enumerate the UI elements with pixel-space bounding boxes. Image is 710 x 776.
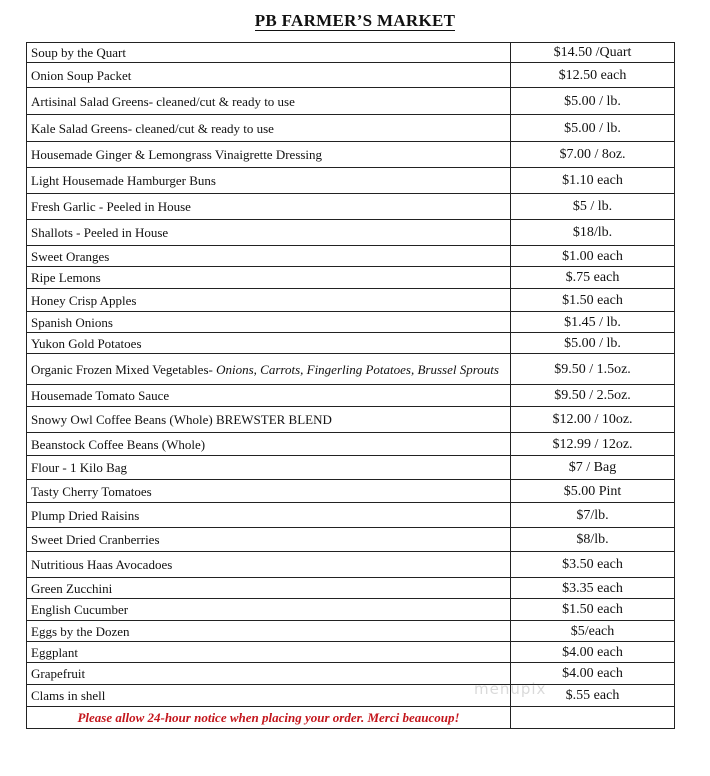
item-price: $1.10 each [511,168,675,194]
item-price: $5.00 / lb. [511,333,675,354]
item-name [27,63,511,88]
table-row [27,168,675,194]
item-price: $12.50 each [511,63,675,88]
table-row [27,333,675,354]
item-name [27,642,511,663]
item-name [27,194,511,220]
item-label: Shallots - Peeled in House [31,225,169,240]
item-price: $3.35 each [511,578,675,599]
table-row [27,63,675,88]
item-price: $14.50 /Quart [511,43,675,63]
item-price: $.75 each [511,267,675,289]
item-price: $7.00 / 8oz. [511,142,675,168]
table-row [27,354,675,385]
item-label: Fresh Garlic - Peeled in House [31,199,191,214]
item-label: Grapefruit [31,666,86,681]
item-label: Housemade Tomato Sauce [31,388,170,403]
item-label: Eggs by the Dozen [31,623,130,639]
item-price: $1.00 each [511,246,675,267]
item-label: Onion Soup Packet [31,67,132,83]
item-name [27,43,511,63]
item-name [27,220,511,246]
table-row [27,220,675,246]
item-label: Sweet Oranges [31,248,110,264]
item-label: English Cucumber [31,602,129,617]
item-name [27,333,511,354]
item-price: $1.45 / lb. [511,312,675,333]
table-row [27,456,675,480]
item-label: Nutritious Haas Avocadoes [31,557,173,572]
table-row [27,267,675,289]
table-row [27,503,675,528]
table-row [27,578,675,599]
item-price: $.55 each [511,685,675,707]
item-label: Kale Salad Greens- cleaned/cut & ready to use [31,120,274,136]
table-row [27,385,675,407]
item-label: Yukon Gold Potatoes [31,335,142,351]
item-price: $1.50 each [511,289,675,312]
footer-note: Please allow 24-hour notice when placing your order. Merci beaucoup! [27,707,511,729]
item-name [27,456,511,480]
item-price: $3.50 each [511,552,675,578]
item-name [27,578,511,599]
price-table-body [27,43,675,729]
item-name [27,552,511,578]
item-price: $5/each [511,621,675,642]
item-label: Organic Frozen Mixed Vegetables- [31,361,217,377]
table-row [27,685,675,707]
item-name [27,312,511,333]
table-row [27,43,675,63]
item-price: $8/lb. [511,528,675,552]
item-label: Honey Crisp Apples [31,292,137,308]
table-row [27,433,675,456]
table-row [27,289,675,312]
item-price: $7/lb. [511,503,675,528]
item-price: $5 / lb. [511,194,675,220]
item-name [27,115,511,142]
item-price: $1.50 each [511,599,675,621]
page-title [0,11,710,31]
item-label: Green Zucchini [31,580,113,596]
item-label: Eggplant [31,644,78,660]
item-note: Onions, Carrots, Fingerling Potatoes, Brussel Sprouts [216,361,499,377]
item-label: Clams in shell [31,688,106,703]
item-name [27,528,511,552]
item-name [27,289,511,312]
table-row [27,599,675,621]
table-row [27,115,675,142]
item-label: Snowy Owl Coffee Beans (Whole) BREWSTER BLEND [31,412,332,427]
item-label: Artisinal Salad Greens- cleaned/cut & ready to use [31,93,295,109]
footer-empty-cell [511,707,675,729]
item-price: $7 / Bag [511,456,675,480]
table-row [27,88,675,115]
item-price: $4.00 each [511,663,675,685]
table-row [27,552,675,578]
item-label: Tasty Cherry Tomatoes [31,483,152,499]
item-name [27,267,511,289]
item-name [27,599,511,621]
footer-row [27,707,675,729]
item-name [27,385,511,407]
item-price: $18/lb. [511,220,675,246]
item-name [27,621,511,642]
table-row [27,312,675,333]
item-label: Light Housemade Hamburger Buns [31,173,216,188]
price-table [26,42,675,729]
table-row [27,663,675,685]
watermark: menupix [474,680,547,698]
table-row [27,642,675,663]
item-price: $12.00 / 10oz. [511,407,675,433]
item-price: $4.00 each [511,642,675,663]
table-row [27,142,675,168]
item-label: Flour - 1 Kilo Bag [31,460,128,475]
item-name [27,433,511,456]
item-name [27,685,511,707]
item-label: Ripe Lemons [31,270,101,285]
item-name [27,354,511,385]
item-label: Soup by the Quart [31,45,126,60]
item-label: Spanish Onions [31,314,113,330]
item-label: Sweet Dried Cranberries [31,532,160,547]
table-row [27,194,675,220]
table-row [27,407,675,433]
item-name [27,246,511,267]
item-label: Beanstock Coffee Beans (Whole) [31,436,206,452]
item-price: $5.00 / lb. [511,88,675,115]
table-row [27,480,675,503]
item-label: Plump Dried Raisins [31,507,140,523]
item-name [27,88,511,115]
item-name [27,142,511,168]
page-title-text: PB FARMER’S MARKET [254,11,456,30]
table-row [27,528,675,552]
item-name [27,503,511,528]
item-name [27,480,511,503]
item-name [27,663,511,685]
item-name [27,168,511,194]
item-label: Housemade Ginger & Lemongrass Vinaigrette Dressing [31,147,323,162]
table-row [27,246,675,267]
item-price: $9.50 / 1.5oz. [511,354,675,385]
item-price: $5.00 Pint [511,480,675,503]
item-price: $12.99 / 12oz. [511,433,675,456]
item-price: $5.00 / lb. [511,115,675,142]
item-price: $9.50 / 2.5oz. [511,385,675,407]
table-row [27,621,675,642]
item-name [27,407,511,433]
